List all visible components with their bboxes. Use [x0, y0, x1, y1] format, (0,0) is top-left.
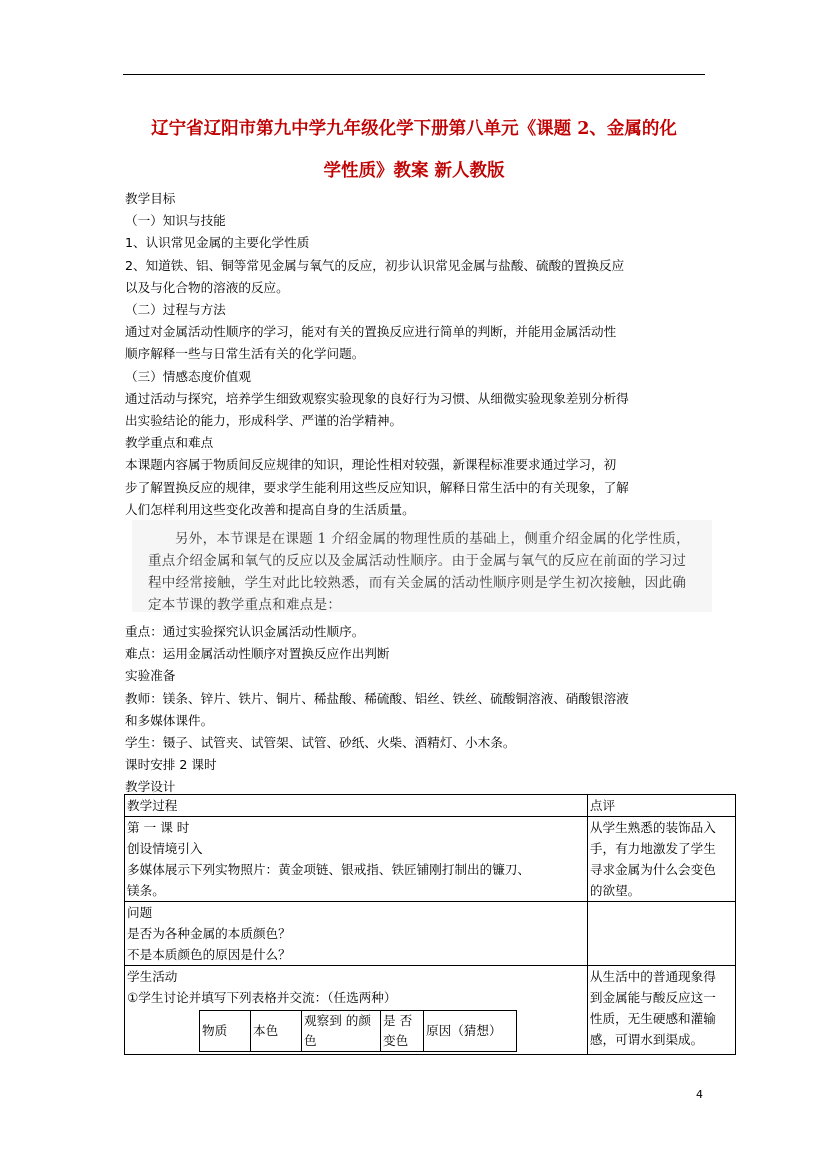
heading-preparation: 实验准备: [125, 668, 176, 684]
cell-line: 问题: [127, 905, 153, 920]
cell-line: 到金属能与酸反应这一: [589, 990, 716, 1005]
paragraph: 步了解置换反应的规律，要求学生能利用这些反应知识，解释日常生活中的有关现象，了解: [125, 479, 629, 495]
paragraph: 2、知道铁、铝、铜等常见金属与氧气的反应，初步认识常见金属与盐酸、硫酸的置换反应: [125, 257, 625, 273]
cell-line: 创设情境引入: [127, 841, 203, 856]
heading-objectives: 教学目标: [125, 191, 176, 206]
cell-line: 第 一 课 时: [127, 820, 190, 835]
table-cell: [125, 966, 588, 1055]
cell-line: 手，有力地激发了学生: [589, 841, 716, 856]
intro-section: [125, 188, 715, 521]
table-cell: [125, 817, 588, 902]
paragraph: 通过活动与探究，培养学生细致观察实验现象的良好行为习惯、从细微实验现象差别分析得: [125, 390, 629, 406]
paragraph: 1、认识常见金属的主要化学性质: [125, 235, 310, 251]
paragraph: 学生：镊子、试管夹、试管架、试管、砂纸、火柴、酒精灯、小木条。: [125, 735, 516, 751]
header-process: 教学过程: [125, 795, 588, 817]
cell-line: 性质，无生硬感和灌输: [589, 1011, 716, 1026]
cell-line: 的欲望。: [589, 883, 641, 898]
table-cell: [125, 902, 588, 966]
table-row: [125, 817, 736, 902]
paragraph: 以及与化合物的溶液的反应。: [125, 279, 289, 295]
paragraph: 难点：运用金属活动性顺序对置换反应作出判断: [125, 646, 390, 662]
scanned-paragraph: 另外，本节课是在课题 1 介绍金属的物理性质的基础上，侧重介绍金属的化学性质，重点介绍金属和氧气的反应以及金属活动性顺序。由于金属与氧气的反应在前面的学习过程中经常接触，学生对此比较熟悉，而有关金属的活动性顺序则是学生初次接触，因此确定本节课的教学重点和难点是：: [148, 531, 690, 613]
lesson-table: [124, 794, 736, 1055]
inner-cell-observed: [302, 1011, 381, 1052]
table-cell: [587, 817, 735, 902]
cell-line: 从学生熟悉的装饰品入: [589, 820, 716, 835]
subheading-process: （二）过程与方法: [125, 302, 226, 318]
subheading-knowledge: （一）知识与技能: [125, 213, 226, 229]
paragraph: 重点：通过实验探究认识金属活动性顺序。: [125, 624, 365, 639]
table-cell: [587, 966, 735, 1055]
heading-key-points: 教学重点和难点: [125, 435, 214, 451]
page-number: 4: [696, 1088, 703, 1101]
inner-cell-reason: 原因（猜想）: [424, 1011, 517, 1052]
cell-line: 不是本质颜色的原因是什么？: [127, 947, 291, 962]
paragraph: 本课题内容属于物质间反应规律的知识，理论性相对较强，新课程标准要求通过学习，初: [125, 457, 617, 473]
title-line-2: 学性质》教案 新人教版: [323, 161, 505, 181]
paragraph: 顺序解释一些与日常生活有关的化学问题。: [125, 346, 365, 362]
scanned-text-image: [132, 520, 712, 612]
cell-line: 色: [304, 1033, 317, 1048]
header-comment: 点评: [587, 795, 735, 817]
cell-line: ①学生讨论并填写下列表格并交流：（任选两种）: [127, 990, 397, 1005]
heading-design: 教学设计: [125, 779, 176, 795]
title-line-1: 辽宁省辽阳市第九中学九年级化学下册第八单元《课题 2、金属的化: [151, 119, 677, 139]
inner-cell-changed: [381, 1011, 424, 1052]
subheading-attitude: （三）情感态度价值观: [125, 368, 251, 384]
cell-line: 寻求金属为什么会变色: [589, 862, 716, 877]
cell-line: 观察到 的颜: [304, 1013, 371, 1028]
paragraph: 课时安排 2 课时: [125, 757, 217, 773]
table-row: [200, 1011, 517, 1052]
cell-line: 学生活动: [127, 969, 178, 984]
table-row: [125, 902, 736, 966]
cell-line: 是否为各种金属的本质颜色？: [127, 926, 291, 941]
paragraph: 人们怎样利用这些变化改善和提高自身的生活质量。: [125, 501, 415, 517]
document-title: [123, 108, 705, 192]
paragraph: 和多媒体课件。: [125, 712, 214, 728]
table-cell: [587, 902, 735, 966]
cell-line: 是 否: [383, 1013, 413, 1028]
inner-cell-substance: 物质: [200, 1011, 251, 1052]
cell-line: 感，可谓水到渠成。: [589, 1032, 704, 1047]
inner-cell-color: 本色: [251, 1011, 302, 1052]
header-rule: [123, 74, 705, 75]
paragraph: 通过对金属活动性顺序的学习，能对有关的置换反应进行简单的判断，并能用金属活动性: [125, 324, 617, 340]
cell-line: 镁条。: [127, 883, 165, 898]
preparation-section: [125, 621, 725, 799]
cell-line: 变色: [383, 1033, 409, 1048]
cell-line: 从生活中的普通现象得: [589, 969, 716, 984]
paragraph: 出实验结论的能力，形成科学、严谨的治学精神。: [125, 413, 403, 429]
table-row: [125, 966, 736, 1055]
paragraph: 教师：镁条、锌片、铁片、铜片、稀盐酸、稀硫酸、铝丝、铁丝、硫酸铜溶液、硝酸银溶液: [125, 690, 629, 706]
table-header-row: [125, 795, 736, 817]
cell-line: 多媒体展示下列实物照片：黄金项链、银戒指、铁匠铺刚打制出的镰刀、: [127, 862, 530, 877]
observation-table: [199, 1010, 517, 1052]
